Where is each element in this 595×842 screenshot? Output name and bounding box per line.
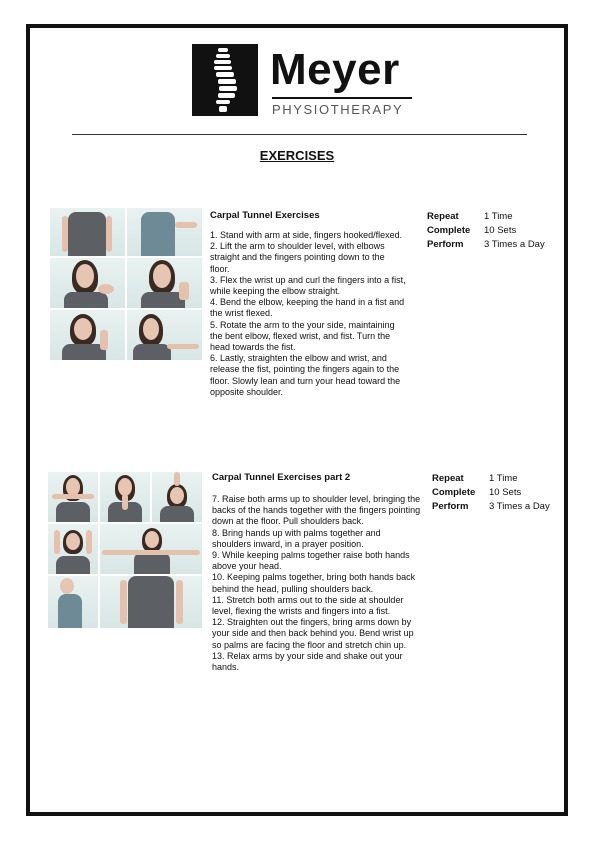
meyer-logo xyxy=(192,42,414,118)
param-row xyxy=(427,238,545,252)
exercise-photo xyxy=(48,472,98,522)
param-value: 1 Time xyxy=(489,473,518,484)
param-label: Repeat xyxy=(427,211,459,222)
param-row xyxy=(432,500,550,514)
step-item: 2. Lift the arm to shoulder level, with elbows straight and the fingers pointing down to the floor. xyxy=(210,241,385,274)
step-item: 6. Lastly, straighten the elbow and wrist, and release the fist, pointing the fingers again to the floor. Slowly lean and turn your head toward the opposite shoulder. xyxy=(210,353,401,397)
exercise-photo xyxy=(127,208,202,256)
param-row xyxy=(427,210,545,224)
step-item: 10. Keeping palms together, bring both hands back behind the head, pulling shoulders back. xyxy=(212,572,416,594)
step-item: 5. Rotate the arm to the your side, maintaining the bent elbow, flexed wrist, and fist. Turn the head towards the fist. xyxy=(210,319,395,353)
header-divider xyxy=(72,134,527,135)
exercise-photo xyxy=(48,576,98,628)
exercise-photo xyxy=(127,310,202,360)
exercise-photo xyxy=(50,258,125,308)
step-item: 3. Flex the wrist up and curl the fingers into a fist, while keeping the elbow straight. xyxy=(210,274,406,297)
param-value: 10 Sets xyxy=(484,225,517,236)
exercise-photo xyxy=(100,524,202,574)
exercise-photo xyxy=(48,524,98,574)
brand-underline xyxy=(272,97,412,99)
exercise-1-title: Carpal Tunnel Exercises xyxy=(210,210,320,221)
exercise-2-photos xyxy=(48,472,204,628)
param-row xyxy=(432,472,550,486)
param-label: Complete xyxy=(427,225,471,236)
param-value: 10 Sets xyxy=(489,487,522,498)
param-value: 1 Time xyxy=(484,211,513,222)
param-label: Repeat xyxy=(432,473,464,484)
exercise-photo xyxy=(152,472,202,522)
page-title: EXERCISES xyxy=(259,148,335,163)
param-value: 3 Times a Day xyxy=(489,501,550,512)
step-item: 11. Stretch both arms out to the side at shoulder level, flexing the wrists and fingers into a fist. xyxy=(212,594,404,617)
step-item: 9. While keeping palms together raise both hands above your head. xyxy=(212,550,410,572)
exercise-photo xyxy=(50,310,125,360)
exercise-photo xyxy=(100,472,150,522)
step-item: 8. Bring hands up with palms together and shoulders inward, in a prayer position. xyxy=(212,527,381,549)
exercise-2-steps xyxy=(212,494,422,673)
param-row xyxy=(427,224,545,238)
param-row xyxy=(432,486,550,500)
exercise-2-params xyxy=(432,472,550,514)
exercise-photo xyxy=(127,258,202,308)
exercise-1-photos xyxy=(50,208,202,360)
step-item: 4. Bend the elbow, keeping the hand in a fist and the wrist flexed. xyxy=(210,297,405,319)
step-item: 13. Relax arms by your side and shake out your hands. xyxy=(212,650,403,673)
step-item: 12. Straighten out the fingers, bring arms down by your side and then back behind you. Bend wrist up so palms are facing the floor and stretch chin up. xyxy=(212,617,414,650)
page-frame xyxy=(26,24,568,816)
step-item: 1. Stand with arm at side, fingers hooked/flexed. xyxy=(210,230,403,240)
exercise-photo xyxy=(50,208,125,256)
brand-subtitle: PHYSIOTHERAPY xyxy=(272,102,404,117)
step-item: 7. Raise both arms up to shoulder level, bringing the backs of the hands together with the fingers pointing down at the floor. Pull shoulders back. xyxy=(212,494,421,527)
param-label: Perform xyxy=(432,501,469,512)
brand-name: Meyer xyxy=(270,45,400,94)
param-value: 3 Times a Day xyxy=(484,239,545,250)
exercise-1-steps xyxy=(210,230,406,398)
exercise-photo xyxy=(100,576,202,628)
param-label: Complete xyxy=(432,487,476,498)
exercise-2-title: Carpal Tunnel Exercises part 2 xyxy=(212,472,351,483)
spine-logo-icon xyxy=(192,44,258,116)
param-label: Perform xyxy=(427,239,464,250)
exercise-1-params xyxy=(427,210,545,252)
